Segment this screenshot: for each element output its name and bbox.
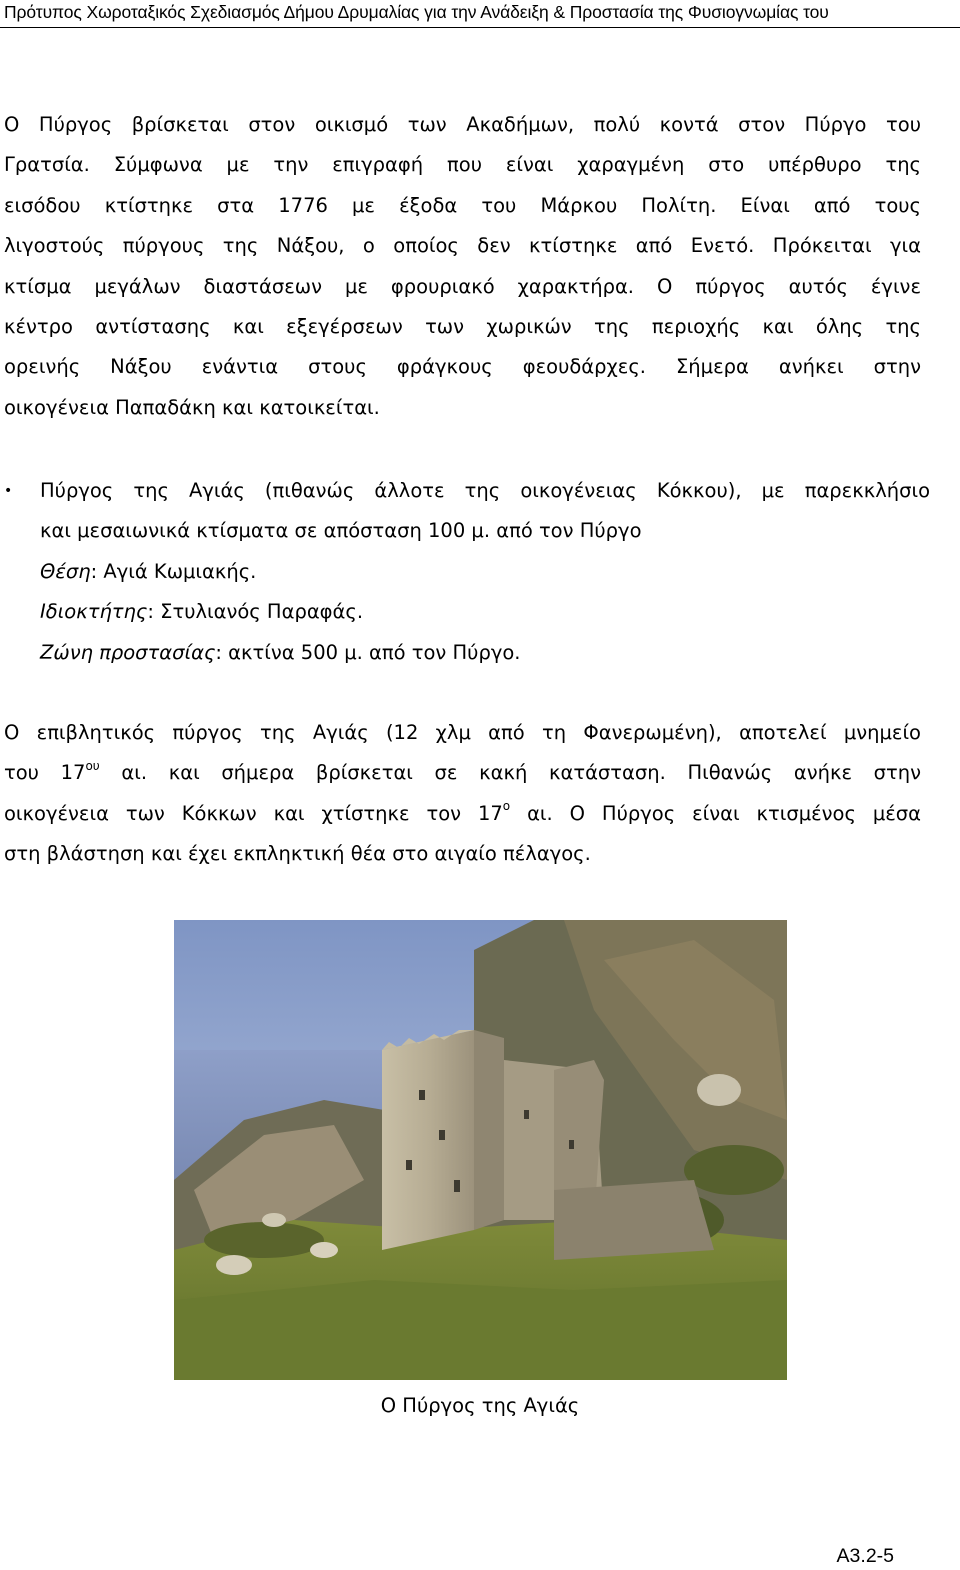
superscript-o: ο bbox=[502, 799, 511, 814]
text-line: ορεινής Νάξου ενάντια στους φράγκους φεουδάρχες. Σήμερα ανήκει στην bbox=[4, 355, 921, 379]
owner-row bbox=[40, 592, 930, 632]
owner-label: Ιδιοκτήτης bbox=[40, 600, 148, 624]
text-line: οικογένεια Παπαδάκη και κατοικείται. bbox=[4, 395, 380, 419]
page-header bbox=[0, 0, 960, 28]
photo-caption: Ο Πύργος της Αγιάς bbox=[380, 1394, 580, 1417]
bullet-line: Πύργος της Αγιάς (πιθανώς άλλοτε της οικογένειας Κόκκου), με παρεκκλήσιο bbox=[40, 479, 930, 502]
location-row bbox=[40, 552, 930, 592]
text-line: λιγοστούς πύργους της Νάξου, ο οποίος δεν κτίστηκε από Ενετό. Πρόκειται για bbox=[4, 234, 921, 258]
text-line: Γρατσία. Σύμφωνα με την επιγραφή που είναι χαραγμένη στο υπέρθυρο της bbox=[4, 153, 921, 177]
zone-value: : ακτίνα 500 μ. από τον Πύργο. bbox=[215, 640, 521, 664]
tower-photo bbox=[174, 920, 787, 1380]
page-number: Α3.2-5 bbox=[836, 1545, 894, 1567]
text-line: οικογένεια των Κόκκων και χτίστηκε τον $17^o$ αι. Ο Πύργος είναι κτισμένος μέσα bbox=[4, 799, 921, 825]
text-line: Ο επιβλητικός πύργος της Αγιάς (12 χλμ από τη Φανερωμένη), αποτελεί μνημείο bbox=[4, 721, 921, 744]
bullet-line: και μεσαιωνικά κτίσματα σε απόσταση 100 μ. από τον Πύργο bbox=[40, 519, 642, 543]
location-label: Θέση bbox=[40, 559, 91, 583]
paragraph-tower-akadimon bbox=[4, 105, 921, 428]
text-line: του $17^{o\upsilon}$ αι. και σήμερα βρίσκεται σε κακή κατάσταση. Πιθανώς ανήκε στην bbox=[4, 758, 921, 785]
text-line: στη βλάστηση και έχει εκπληκτική θέα στο αιγαίο πέλαγος. bbox=[4, 842, 591, 866]
header-title: Πρότυπος Χωροταξικός Σχεδιασμός Δήμου Δρυμαλίας για την Ανάδειξη & Προστασία της Φυσιογνωμίας του bbox=[4, 2, 829, 22]
text-line: κέντρο αντίστασης και εξεγέρσεων των χωρικών της περιοχής και όλης της bbox=[4, 314, 921, 338]
paragraph-agia-tower bbox=[4, 713, 921, 875]
text-line: κτίσμα μεγάλων διαστάσεων με φρουριακό χαρακτήρα. Ο πύργος αυτός έγινε bbox=[4, 274, 921, 298]
bullet-marker: • bbox=[4, 483, 13, 499]
zone-label: Ζώνη προστασίας bbox=[40, 640, 216, 664]
owner-value: : Στυλιανός Παραφάς. bbox=[147, 600, 364, 624]
text-line: Ο Πύργος βρίσκεται στον οικισμό των Ακαδήμων, πολύ κοντά στον Πύργο του bbox=[4, 113, 921, 136]
zone-row bbox=[40, 633, 930, 673]
superscript-ou: ου bbox=[85, 758, 100, 773]
text-line: εισόδου κτίστηκε στα 1776 με έξοδα του Μάρκου Πολίτη. Είναι από τους bbox=[4, 193, 921, 217]
location-value: : Αγιά Κωμιακής. bbox=[90, 559, 257, 583]
